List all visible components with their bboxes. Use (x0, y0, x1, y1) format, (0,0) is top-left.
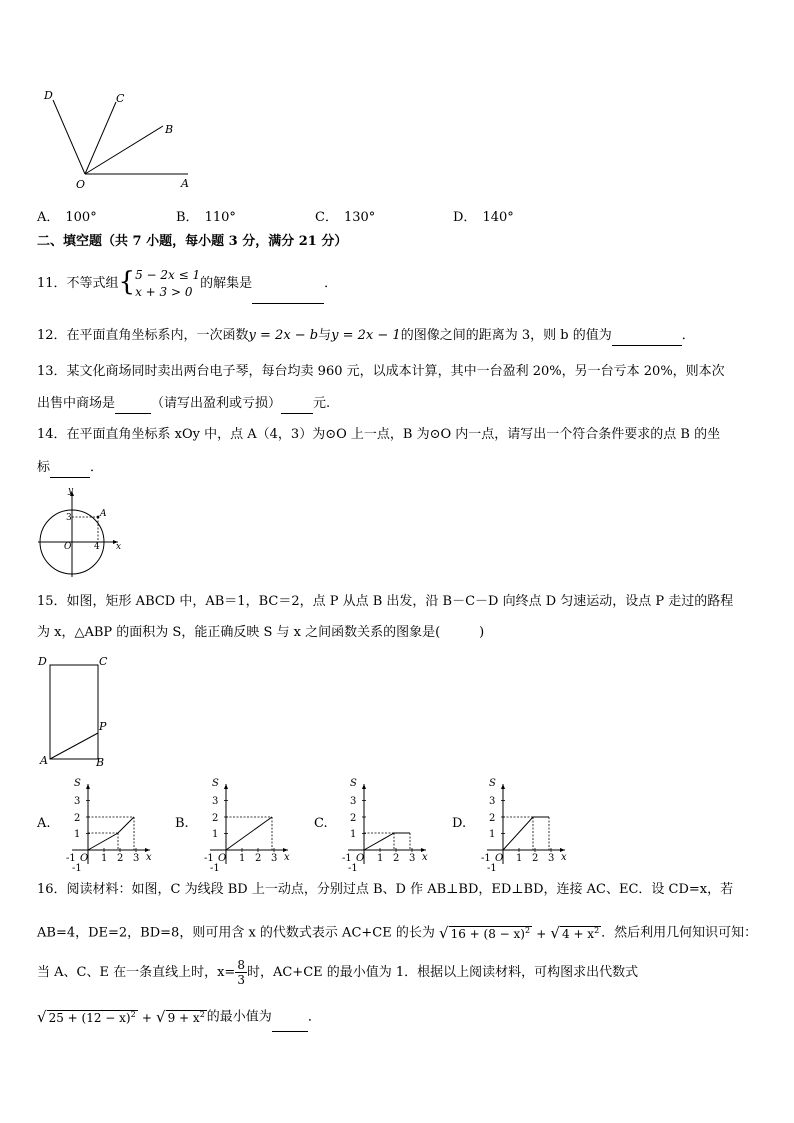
tick-y-1: 1 (350, 829, 357, 840)
q16-line2: AB=4，DE=2，BD=8，则可用含 x 的代数式表示 AC+CE 的长为 √ $16 + (8 - x)^2$ + √ $4 + x^2$ ．然后利用几何知识可知： (37, 918, 757, 948)
axis-label-x: x (284, 852, 290, 863)
label-A: A (181, 177, 189, 190)
q12-answer-blank[interactable] (612, 331, 682, 346)
origin-label: O (495, 853, 504, 864)
q13-blank-2[interactable] (281, 399, 313, 414)
tick-neg1-x: -1 (204, 853, 214, 864)
q10-option-c: C． 130° (315, 210, 376, 225)
tick-y-1: 1 (489, 829, 496, 840)
tick-x-3: 3 (271, 853, 278, 864)
q16-line3: 当 A、C、E 在一条直线上时，x= $\frac{8}{3}$ 时，AC+CE 的最小值为 1．根据以上阅读材料，可构图求出代数式 (37, 958, 639, 987)
origin-label: O (356, 853, 365, 864)
tick-x-3: 3 (409, 853, 416, 864)
graph-option-a (58, 772, 158, 872)
q15-option-d-letter: D. (452, 816, 467, 831)
label-B: B (165, 123, 174, 136)
q13-blank-1[interactable] (115, 399, 151, 414)
tick-neg1-y: -1 (72, 863, 82, 872)
tick-x-3: 3 (133, 853, 140, 864)
q12: 12．在平面直角坐标系内，一次函数y = 2x − b与y = 2x − 1的图像之间的距离为 3，则 b 的值为 ． (37, 326, 695, 346)
tick-x-3: 3 (548, 853, 555, 864)
graph-option-d (473, 772, 573, 872)
tick-y-3: 3 (212, 796, 219, 807)
label-C: C (99, 655, 108, 668)
tick-neg1-y: -1 (210, 863, 220, 872)
label-P: P (99, 720, 107, 733)
label-O: O (76, 178, 86, 191)
rectangle-figure (36, 652, 116, 770)
origin-label: O (218, 853, 227, 864)
axis-x: x (116, 542, 122, 552)
axis-y: y (68, 486, 74, 496)
q16-line4: √ $25 + (12 - x)^2$ + √ $9 + x^2$ 的最小值为 ． (37, 1002, 321, 1032)
tick-y-2: 2 (489, 813, 496, 824)
axis-label-s: S (489, 778, 496, 789)
tick-x-1: 1 (377, 853, 384, 864)
q15-option-c-letter: C. (314, 816, 328, 831)
section-title: 二、填空题（共 7 小题，每小题 3 分，满分 21 分） (37, 234, 348, 249)
q14-line2: 标 ． (37, 458, 103, 478)
axis-label-x: x (561, 852, 567, 863)
q15-option-a-letter: A. (37, 816, 51, 831)
label-D: D (38, 655, 47, 668)
tick-x-2: 2 (117, 853, 124, 864)
axis-label-x: x (422, 852, 428, 863)
q14-answer-blank[interactable] (50, 463, 90, 478)
q11: 11．不等式组{ 5 − 2x ≤ 1 x + 3 > 0 的解集是 ． (37, 264, 337, 304)
label-D: D (44, 89, 53, 102)
tick-y-1: 1 (212, 829, 219, 840)
q13-line2: 出售中商场是 （请写出盈利或亏损） 元. (37, 394, 330, 414)
q16-line1: 16．阅读材料：如图，C 为线段 BD 上一动点，分别过点 B、D 作 AB⊥BD，ED⊥BD，连接 AC、EC．设 CD=x，若 (37, 882, 734, 897)
tick-y-3: 3 (489, 796, 496, 807)
label-A: A (40, 754, 48, 767)
origin-label: O (80, 853, 89, 864)
tick-neg1-y: -1 (487, 863, 497, 872)
tick-3: 3 (66, 513, 72, 523)
tick-x-2: 2 (393, 853, 400, 864)
q10-option-b: B． 110° (176, 210, 236, 225)
tick-y-2: 2 (350, 813, 357, 824)
q15-option-b-letter: B. (175, 816, 189, 831)
circle-figure (36, 485, 126, 579)
q11-answer-blank[interactable] (252, 289, 324, 304)
graph-option-b (196, 772, 296, 872)
sqrt-expr-2: √ $25 + (12 - x)^2$ + √ $9 + x^2$ (37, 1008, 205, 1026)
tick-neg1-y: -1 (348, 863, 358, 872)
label-O: O (64, 542, 72, 552)
tick-x-1: 1 (239, 853, 246, 864)
tick-neg1-x: -1 (342, 853, 352, 864)
sqrt-expr-1: √ $16 + (8 - x)^2$ + √ $4 + x^2$ (439, 924, 600, 942)
tick-x-1: 1 (101, 853, 108, 864)
q14-line1: 14．在平面直角坐标系 xOy 中，点 A（4，3）为⊙O 上一点，B 为⊙O 内一点，请写出一个符合条件要求的点 B 的坐 (37, 427, 721, 442)
tick-x-2: 2 (255, 853, 262, 864)
fraction-8-3: $\frac{8}{3}$ (237, 958, 245, 987)
q10-option-d: D． 140° (453, 210, 514, 225)
tick-y-3: 3 (74, 796, 81, 807)
tick-4: 4 (94, 542, 100, 552)
label-A: A (100, 509, 107, 519)
tick-neg1-x: -1 (481, 853, 491, 864)
tick-x-1: 1 (516, 853, 523, 864)
tick-y-3: 3 (350, 796, 357, 807)
q15-line1: 15．如图，矩形 ABCD 中，AB＝1，BC＝2，点 P 从点 B 出发，沿 B－C－D 向终点 D 匀速运动，设点 P 走过的路程 (37, 594, 734, 609)
q16-answer-blank[interactable] (272, 1017, 308, 1032)
label-B: B (96, 756, 105, 769)
axis-label-x: x (146, 852, 152, 863)
tick-x-2: 2 (532, 853, 539, 864)
tick-neg1-x: -1 (66, 853, 76, 864)
axis-label-s: S (74, 778, 81, 789)
label-C: C (116, 92, 125, 105)
q10-option-a: A． 100° (37, 210, 97, 225)
q13-line1: 13．某文化商场同时卖出两台电子琴，每台均卖 960 元，以成本计算，其中一台盈利 20%，另一台亏本 20%，则本次 (37, 364, 725, 379)
tick-y-1: 1 (74, 829, 81, 840)
axis-label-s: S (350, 778, 357, 789)
tick-y-2: 2 (212, 813, 219, 824)
axis-label-s: S (212, 778, 219, 789)
q15-line2: 为 x，△ABP 的面积为 S，能正确反映 S 与 x 之间函数关系的图象是( ) (37, 625, 485, 640)
tick-y-2: 2 (74, 813, 81, 824)
graph-option-c (334, 772, 434, 872)
angle-figure (38, 86, 198, 196)
